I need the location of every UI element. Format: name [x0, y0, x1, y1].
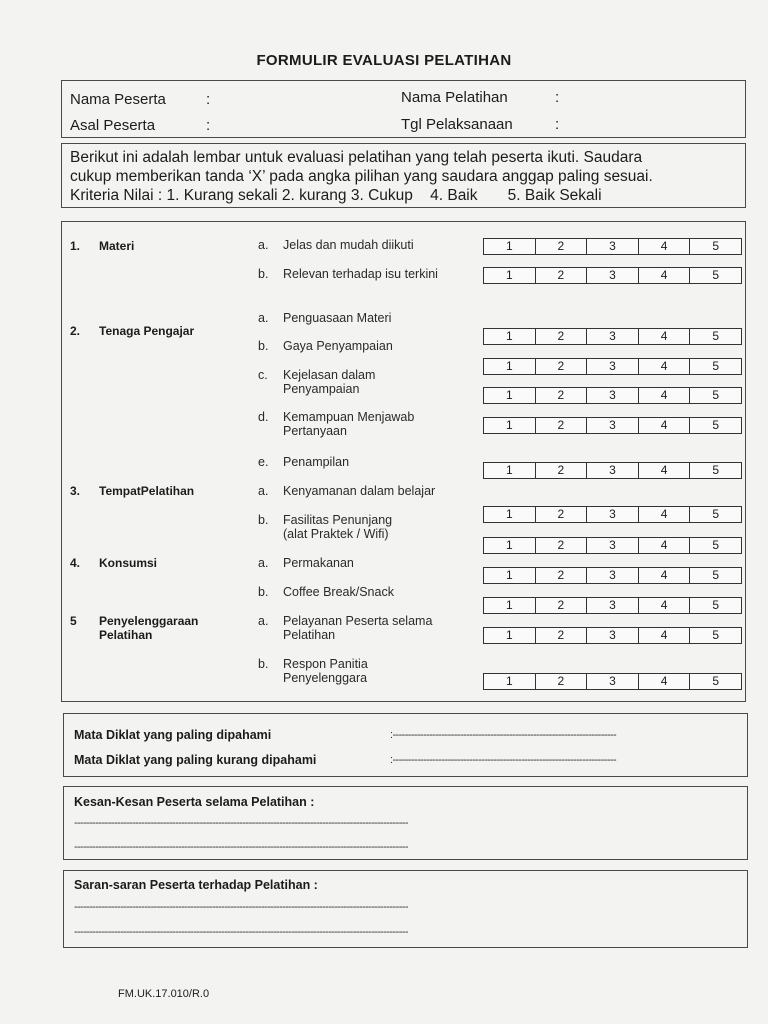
item-text: Jelas dan mudah diikuti: [283, 238, 414, 252]
category-5-number: 5: [70, 614, 77, 628]
rating-option-5[interactable]: 5: [712, 329, 720, 343]
rating-option-5[interactable]: 5: [712, 568, 720, 582]
rating-option-1[interactable]: 1: [484, 239, 536, 254]
item-text: Respon Panitia Penyelenggara: [283, 657, 368, 685]
rating-option-5[interactable]: 5: [712, 268, 720, 282]
rating-option-3[interactable]: 3: [587, 359, 639, 374]
item-text: Coffee Break/Snack: [283, 585, 394, 599]
rating-option-4[interactable]: 4: [639, 598, 691, 613]
kesan-label: Kesan-Kesan Peserta selama Pelatihan :: [74, 795, 315, 809]
asal-peserta-label: Asal Peserta: [70, 117, 156, 134]
rating-option-1[interactable]: 1: [484, 418, 536, 433]
item-letter: a.: [258, 484, 269, 498]
rating-option-5[interactable]: 5: [712, 463, 720, 477]
instruction-line-2: cukup memberikan tanda ‘X’ pada angka pilihan yang saudara anggap paling sesuai.: [70, 168, 653, 185]
category-1-number: 1.: [70, 239, 81, 253]
item-text: Relevan terhadap isu terkini: [283, 267, 438, 281]
nama-peserta-label: Nama Peserta: [70, 91, 166, 108]
item-letter: b.: [258, 513, 269, 527]
rating-scale-row: [483, 597, 742, 614]
form-title: FORMULIR EVALUASI PELATIHAN: [256, 52, 512, 69]
rating-option-5[interactable]: 5: [712, 628, 720, 642]
rating-option-4[interactable]: 4: [639, 359, 691, 374]
rating-option-3[interactable]: 3: [587, 268, 639, 283]
item-text: Kenyamanan dalam belajar: [283, 484, 436, 498]
item-text: Fasilitas Penunjang (alat Praktek / Wifi): [283, 513, 393, 541]
rating-option-2[interactable]: 2: [536, 329, 588, 344]
rating-option-3[interactable]: 3: [587, 598, 639, 613]
rating-option-2[interactable]: 2: [536, 418, 588, 433]
rating-option-2[interactable]: 2: [536, 463, 588, 478]
criteria-line: Kriteria Nilai : 1. Kurang sekali 2. kurang 3. Cukup 4. Baik 5. Baik Sekali: [70, 187, 602, 204]
category-materi: Materi: [99, 239, 135, 253]
rating-option-3[interactable]: 3: [587, 239, 639, 254]
rating-option-1[interactable]: 1: [484, 507, 536, 522]
item-letter: d.: [258, 410, 269, 424]
tgl-pelaksanaan-colon: :: [555, 116, 560, 133]
rating-option-3[interactable]: 3: [587, 538, 639, 553]
rating-option-4[interactable]: 4: [639, 674, 691, 689]
rating-option-1[interactable]: 1: [484, 568, 536, 583]
rating-option-3[interactable]: 3: [587, 507, 639, 522]
rating-option-5[interactable]: 5: [712, 598, 720, 612]
category-konsumsi: Konsumsi: [99, 556, 158, 570]
item-text: Penampilan: [283, 455, 350, 469]
rating-option-4[interactable]: 4: [639, 568, 691, 583]
mata-diklat-dipahami-line[interactable]: :-------------------------------------------------------------------------: [390, 729, 617, 741]
rating-option-5[interactable]: 5: [712, 418, 720, 432]
rating-option-3[interactable]: 3: [587, 628, 639, 643]
rating-option-4[interactable]: 4: [639, 418, 691, 433]
form-code: FM.UK.17.010/R.0: [118, 988, 210, 1000]
item-text: Kemampuan Menjawab Pertanyaan: [283, 410, 415, 438]
rating-option-2[interactable]: 2: [536, 598, 588, 613]
rating-option-1[interactable]: 1: [484, 463, 536, 478]
item-letter: a.: [258, 238, 269, 252]
rating-option-3[interactable]: 3: [587, 329, 639, 344]
saran-label: Saran-saran Peserta terhadap Pelatihan :: [74, 878, 318, 892]
rating-option-1[interactable]: 1: [484, 268, 536, 283]
nama-pelatihan-label: Nama Pelatihan: [401, 89, 508, 106]
rating-option-4[interactable]: 4: [639, 239, 691, 254]
mata-diklat-box: [63, 713, 748, 777]
rating-option-5[interactable]: 5: [712, 674, 720, 688]
nama-pelatihan-colon: :: [555, 89, 560, 106]
saran-line-2[interactable]: -------------------------------------------------------------------------------------------------------------: [74, 926, 408, 938]
rating-option-1[interactable]: 1: [484, 329, 536, 344]
rating-option-2[interactable]: 2: [536, 507, 588, 522]
rating-option-5[interactable]: 5: [712, 359, 720, 373]
rating-scale-row: [483, 462, 742, 479]
item-letter: b.: [258, 267, 269, 281]
rating-option-3[interactable]: 3: [587, 388, 639, 403]
rating-scale-row: [483, 627, 742, 644]
rating-option-5[interactable]: 5: [712, 538, 720, 552]
rating-scale-row: [483, 328, 742, 345]
rating-option-2[interactable]: 2: [536, 568, 588, 583]
category-tenaga-pengajar: Tenaga Pengajar: [99, 324, 195, 338]
rating-option-2[interactable]: 2: [536, 268, 588, 283]
item-text: Penguasaan Materi: [283, 311, 392, 325]
rating-option-1[interactable]: 1: [484, 538, 536, 553]
rating-scale-row: [483, 238, 742, 255]
item-text: Kejelasan dalam Penyampaian: [283, 368, 376, 396]
rating-option-2[interactable]: 2: [536, 359, 588, 374]
rating-option-1[interactable]: 1: [484, 598, 536, 613]
item-letter: a.: [258, 311, 269, 325]
category-penyelenggaraan: Penyelenggaraan Pelatihan: [99, 614, 199, 642]
rating-option-1[interactable]: 1: [484, 628, 536, 643]
rating-option-4[interactable]: 4: [639, 507, 691, 522]
rating-option-3[interactable]: 3: [587, 463, 639, 478]
rating-scale-row: [483, 417, 742, 434]
rating-option-5[interactable]: 5: [712, 507, 720, 521]
rating-option-3[interactable]: 3: [587, 674, 639, 689]
item-letter: a.: [258, 614, 269, 628]
rating-option-1[interactable]: 1: [484, 674, 536, 689]
category-4-number: 4.: [70, 556, 81, 570]
mata-diklat-kurang-line[interactable]: :-------------------------------------------------------------------------: [390, 754, 617, 766]
rating-option-2[interactable]: 2: [536, 674, 588, 689]
rating-option-4[interactable]: 4: [639, 268, 691, 283]
tgl-pelaksanaan-label: Tgl Pelaksanaan: [401, 116, 513, 133]
rating-option-4[interactable]: 4: [639, 463, 691, 478]
rating-scale-row: [483, 567, 742, 584]
rating-option-1[interactable]: 1: [484, 388, 536, 403]
mata-diklat-kurang-label: Mata Diklat yang paling kurang dipahami: [74, 753, 317, 767]
rating-option-4[interactable]: 4: [639, 538, 691, 553]
rating-option-2[interactable]: 2: [536, 239, 588, 254]
rating-option-1[interactable]: 1: [484, 359, 536, 374]
item-text: Pelayanan Peserta selama Pelatihan: [283, 614, 433, 642]
category-tempat-pelatihan: TempatPelatihan: [99, 484, 195, 498]
item-text: Gaya Penyampaian: [283, 339, 393, 353]
kesan-line-1[interactable]: -------------------------------------------------------------------------------------------------------------: [74, 817, 408, 829]
saran-line-1[interactable]: -------------------------------------------------------------------------------------------------------------: [74, 901, 408, 913]
rating-option-2[interactable]: 2: [536, 628, 588, 643]
asal-peserta-colon: :: [206, 117, 211, 134]
category-2-number: 2.: [70, 324, 81, 338]
rating-scale-row: [483, 358, 742, 375]
category-3-number: 3.: [70, 484, 81, 498]
rating-option-2[interactable]: 2: [536, 538, 588, 553]
rating-scale-row: [483, 506, 742, 523]
rating-option-2[interactable]: 2: [536, 388, 588, 403]
rating-option-4[interactable]: 4: [639, 628, 691, 643]
item-letter: b.: [258, 657, 269, 671]
kesan-line-2[interactable]: -------------------------------------------------------------------------------------------------------------: [74, 841, 408, 853]
rating-option-3[interactable]: 3: [587, 418, 639, 433]
rating-option-4[interactable]: 4: [639, 329, 691, 344]
item-letter: b.: [258, 339, 269, 353]
item-letter: e.: [258, 455, 269, 469]
item-letter: c.: [258, 368, 268, 382]
instruction-line-1: Berikut ini adalah lembar untuk evaluasi pelatihan yang telah peserta ikuti. Saudara: [70, 149, 643, 166]
item-letter: b.: [258, 585, 269, 599]
rating-option-5[interactable]: 5: [712, 239, 720, 253]
rating-option-5[interactable]: 5: [712, 388, 720, 402]
rating-scale-row: [483, 267, 742, 284]
item-text: Permakanan: [283, 556, 354, 570]
item-letter: a.: [258, 556, 269, 570]
rating-scale-row: [483, 537, 742, 554]
rating-scale-row: [483, 387, 742, 404]
nama-peserta-colon: :: [206, 91, 211, 108]
rating-option-4[interactable]: 4: [639, 388, 691, 403]
rating-scale-row: [483, 673, 742, 690]
mata-diklat-dipahami-label: Mata Diklat yang paling dipahami: [74, 728, 272, 742]
rating-option-3[interactable]: 3: [587, 568, 639, 583]
